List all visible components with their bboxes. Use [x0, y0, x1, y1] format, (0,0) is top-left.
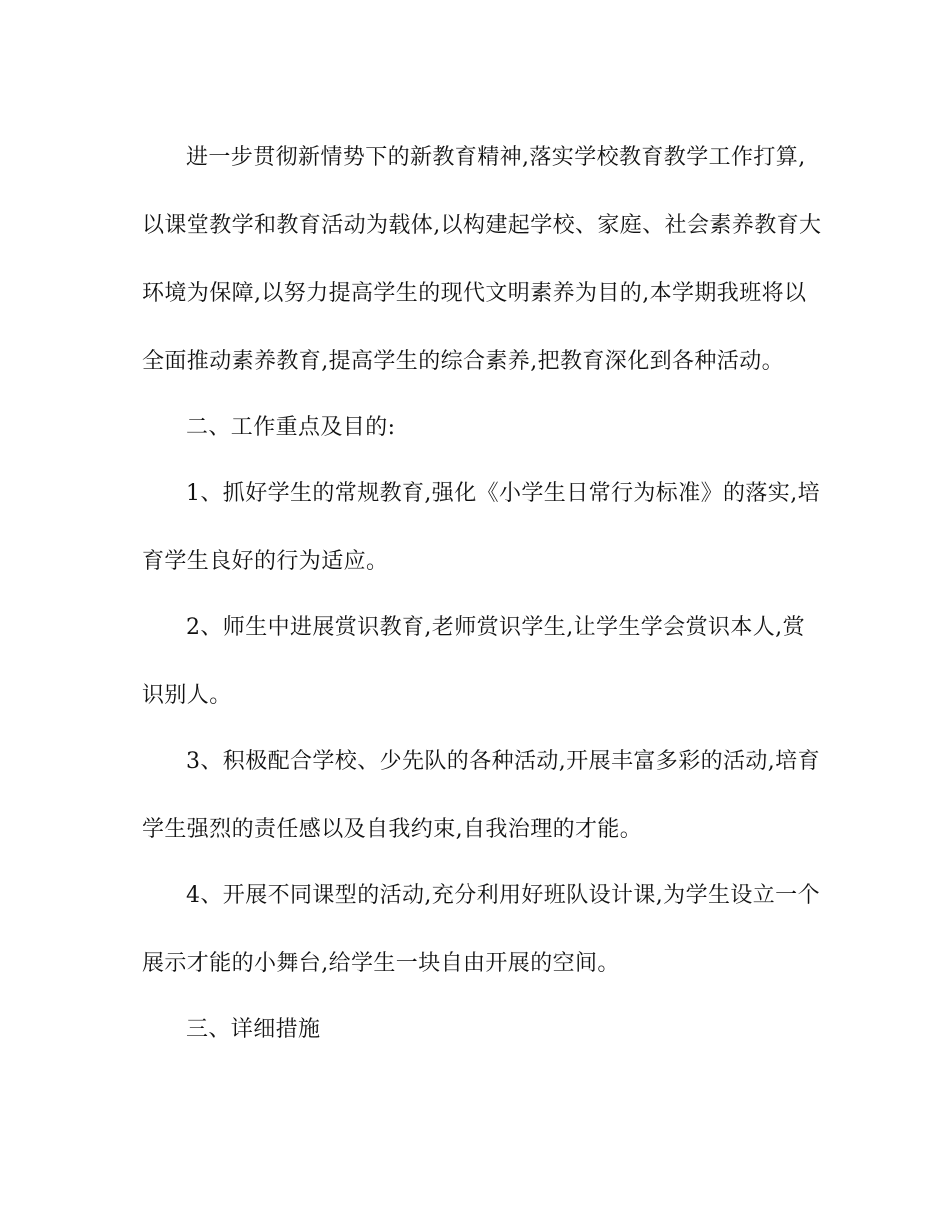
paragraph-intro-line-4: 全面推动素养教育,提高学生的综合素养,把教育深化到各种活动。 [142, 349, 784, 374]
section-heading-work-focus: 二、工作重点及目的: [186, 415, 396, 440]
item-2-line-1: 2、师生中进展赏识教育,老师赏识学生,让学生学会赏识本人,赏 [186, 615, 805, 640]
item-4-line-2: 展示才能的小舞台,给学生一块自由开展的空间。 [142, 951, 620, 976]
item-2-line-2: 识别人。 [142, 683, 232, 708]
item-1-line-1: 1、抓好学生的常规教育,强化《小学生日常行为标准》的落实,培 [186, 481, 820, 506]
paragraph-intro-line-3: 环境为保障,以努力提高学生的现代文明素养为目的,本学期我班将以 [142, 281, 807, 306]
item-3-line-2: 学生强烈的责任感以及自我约束,自我治理的才能。 [142, 817, 643, 842]
item-1-line-2: 育学生良好的行为适应。 [142, 549, 389, 574]
paragraph-intro-line-1: 进一步贯彻新情势下的新教育精神,落实学校教育教学工作打算, [186, 145, 806, 170]
paragraph-intro-line-2: 以课堂教学和教育活动为载体,以构建起学校、家庭、社会素养教育大 [142, 213, 822, 238]
item-3-line-1: 3、积极配合学校、少先队的各种活动,开展丰富多彩的活动,培育 [186, 749, 820, 774]
section-heading-measures: 三、详细措施 [186, 1017, 321, 1042]
item-4-line-1: 4、开展不同课型的活动,充分利用好班队设计课,为学生设立一个 [186, 883, 820, 908]
